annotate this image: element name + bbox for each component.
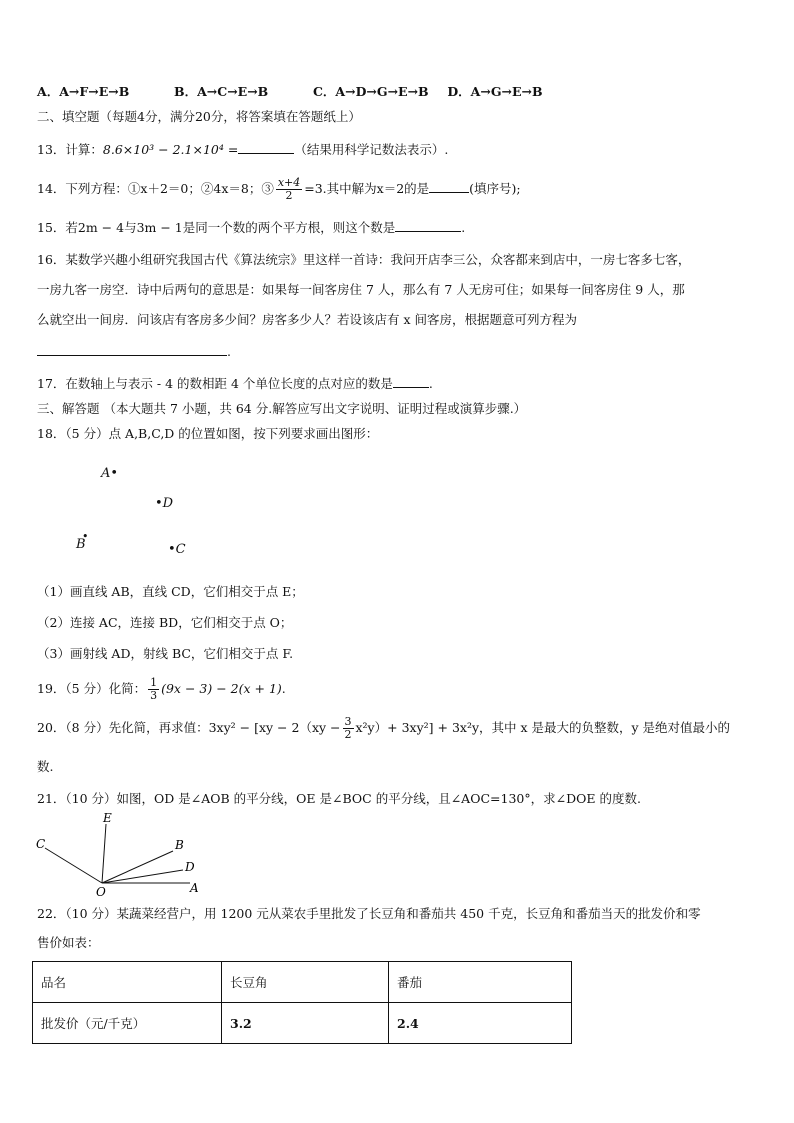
q14-tail: (填序号); xyxy=(469,181,521,196)
section3-heading: 三、解答题 （本大题共 7 小题，共 64 分.解答应写出文字说明、证明过程或演算步骤.） xyxy=(37,401,527,416)
table-cell: 2.4 xyxy=(389,1003,572,1044)
label-e: E xyxy=(103,811,112,825)
q18-point-b: B xyxy=(76,537,86,552)
q16-line3: 么就空出一间房．问该店有客房多少间？房客多少人？若设该店有 x 间客房，根据题意可列方程为 xyxy=(37,312,577,327)
table-cell: 批发价（元/千克） xyxy=(33,1003,222,1044)
q14-suffix: =3.其中解为x＝2的是 xyxy=(304,181,430,196)
q16-answer-blank xyxy=(37,343,227,356)
q20-line2: 数. xyxy=(37,759,54,774)
section2-heading: 二、填空题（每题4分，满分20分，将答案填在答题纸上） xyxy=(37,109,361,124)
table-header-cell: 长豆角 xyxy=(222,962,389,1003)
label-c: C xyxy=(36,837,46,851)
q12-option-d: D．A→G→E→B xyxy=(447,84,543,99)
q16-tail: . xyxy=(227,344,231,359)
label-a: A xyxy=(190,881,199,895)
q22-line2: 售价如表： xyxy=(37,935,100,950)
q21-angle-figure xyxy=(30,808,210,898)
q15-text: 15．若2m − 4与3m − 1是同一个数的两个平方根，则这个数是 xyxy=(37,220,396,235)
ray-oc xyxy=(45,848,102,883)
q16-line2: 一房九客一房空．诗中后两句的意思是：如果每一间客房住 7 人，那么有 7 人无房可住；如果每一间客房住 9 人，那 xyxy=(37,282,685,297)
q18-stem: 18．（5 分）点 A,B,C,D 的位置如图，按下列要求画出图形： xyxy=(37,426,379,441)
table-header-cell: 番茄 xyxy=(389,962,572,1003)
label-d: D xyxy=(185,860,195,874)
q12-options xyxy=(37,84,543,100)
q20-suffix: x²y）+ 3xy²] + 3x²y，其中 x 是最大的负整数，y 是绝对值最小的 xyxy=(355,720,731,735)
q15-tail: . xyxy=(461,220,466,235)
q15 xyxy=(37,219,465,236)
q12-option-c: C．A→D→G→E→B xyxy=(312,84,429,99)
q17 xyxy=(37,375,433,392)
q19-fraction: $\frac{1}{3}$ xyxy=(150,676,158,702)
q14-prefix: 14．下列方程：①x＋2＝0；②4x＝8；③ xyxy=(37,181,274,196)
q12-option-a: A．A→F→E→B xyxy=(37,84,130,99)
label-b: B xyxy=(175,838,184,852)
ray-ob xyxy=(102,851,173,883)
ray-oe xyxy=(102,824,106,883)
q20-fraction: $\frac{3}{2}$ xyxy=(344,715,352,741)
q17-answer-blank xyxy=(393,375,429,388)
q19-tail: . xyxy=(281,681,286,696)
q13-prefix: 13．计算： xyxy=(37,142,103,157)
q17-tail: . xyxy=(428,376,433,391)
q20-prefix: 20．（8 分）先化简，再求值：3xy² − [xy − 2（xy − xyxy=(37,720,341,735)
q14 xyxy=(37,174,521,204)
q14-answer-blank xyxy=(429,180,469,193)
q18-part3: （3）画射线 AD，射线 BC，它们相交于点 F. xyxy=(37,646,294,661)
q14-fraction: $\frac{x+4}{2}$ xyxy=(277,176,301,202)
q22-line1: 22．（10 分）某蔬菜经营户，用 1200 元从菜农手里批发了长豆角和番茄共 450 千克，长豆角和番茄当天的批发价和零 xyxy=(37,906,701,921)
table-row xyxy=(33,1003,572,1044)
ray-od xyxy=(102,870,183,883)
q13-suffix: （结果用科学记数法表示）. xyxy=(294,142,449,157)
q13 xyxy=(37,141,448,158)
q20 xyxy=(37,713,730,743)
table-header-cell: 品名 xyxy=(33,962,222,1003)
q19-expr: (9x − 3) − 2(x + 1) xyxy=(161,681,282,696)
table-header-row xyxy=(33,962,572,1003)
q17-text: 17．在数轴上与表示 - 4 的数相距 4 个单位长度的点对应的数是 xyxy=(37,376,393,391)
q18-point-a: A• xyxy=(101,466,119,481)
q18-point-b-dot: • xyxy=(82,530,89,543)
q19-prefix: 19．（5 分）化简： xyxy=(37,681,147,696)
q12-option-b: B．A→C→E→B xyxy=(174,84,269,99)
q18-point-c: •C xyxy=(168,542,186,557)
q15-answer-blank xyxy=(395,219,461,232)
q19 xyxy=(37,674,286,704)
label-o: O xyxy=(96,885,106,898)
q13-answer-blank xyxy=(238,141,294,154)
table-cell: 3.2 xyxy=(222,1003,389,1044)
q18-point-d: •D xyxy=(155,496,174,511)
q13-expr: 8.6×10³ − 2.1×10⁴ = xyxy=(102,142,239,157)
q16-answer-line xyxy=(37,343,231,360)
q22-price-table xyxy=(32,961,572,1044)
q18-part2: （2）连接 AC，连接 BD，它们相交于点 O； xyxy=(37,615,293,630)
q18-part1: （1）画直线 AB，直线 CD，它们相交于点 E； xyxy=(37,584,304,599)
q16-line1: 16．某数学兴趣小组研究我国古代《算法统宗》里这样一首诗：我问开店李三公，众客都来到店中，一房七客多七客， xyxy=(37,252,691,267)
q21-text: 21．（10 分）如图，OD 是∠AOB 的平分线，OE 是∠BOC 的平分线，且∠AOC=130°，求∠DOE 的度数. xyxy=(37,791,641,806)
